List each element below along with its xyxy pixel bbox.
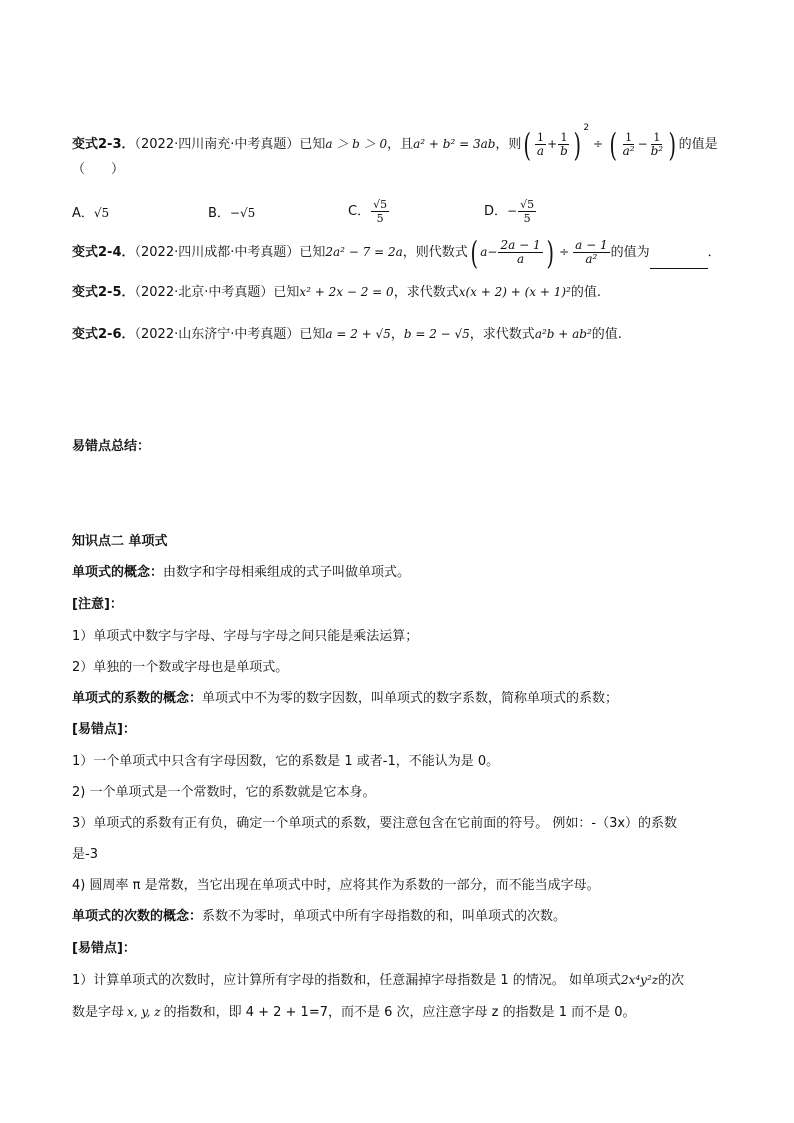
target-expression: a²b + ab² — [534, 327, 592, 341]
error-item-3-cont: 是-3 — [72, 847, 98, 862]
fraction-a-1-over-a2: $\frac{a - 1}{\text{a²}}$ — [575, 238, 608, 266]
fraction-2a-1-over-a: $\frac{2a - 1}{a}$ — [500, 238, 541, 266]
degree-concept: 单项式的次数的概念：系数不为零时，单项式中所有字母指数的和，叫单项式的次数。 — [72, 909, 567, 924]
exercise-source: （2022·山东济宁·中考真题） — [134, 327, 300, 342]
fraction-1-over-b: $\frac{1}{b}$ — [560, 131, 568, 158]
error-prone-label-1: [易错点]： — [72, 722, 136, 737]
knowledge-point-title: 知识点二 单项式 — [72, 534, 168, 549]
exercise-source: （2022·四川南充·中考真题） — [134, 137, 300, 152]
option-c[interactable]: C． $\frac{√5}{5}$ — [348, 198, 388, 225]
option-a[interactable]: A．√5 — [72, 206, 110, 221]
answer-blank[interactable] — [650, 254, 708, 269]
error-item-1: 1）一个单项式中只含有字母因数，它的系数是 1 或者-1，不能认为是 0。 — [72, 754, 500, 769]
option-b[interactable]: B．−√5 — [208, 206, 256, 221]
exercise-label: 变式2-3． — [72, 137, 135, 152]
exercise-label: 变式2-6． — [72, 327, 135, 342]
degree-item-1-cont: 数是字母 x, y, z 的指数和，即 4 + 2 + 1=7，而不是 6 次，应注意字母 z 的指数是 1 而不是 0。 — [72, 1005, 636, 1020]
condition-equation: a² + b² = 3ab — [413, 137, 496, 151]
condition-equation: 2a² − 7 = 2a — [325, 245, 403, 259]
note-item-2: 2）单独的一个数或字母也是单项式。 — [72, 660, 289, 675]
fraction-1-over-a2: $\frac{1}{\text{a²}}$ — [622, 131, 635, 158]
condition-a: a = 2 + √5 — [325, 327, 391, 341]
option-d[interactable]: D．− $\frac{√5}{5}$ — [484, 198, 535, 225]
degree-item-1: 1）计算单项式的次数时，应计算所有字母的指数和，任意漏掉字母指数是 1 的情况。 如单项式2x⁴y²z的次 — [72, 973, 685, 988]
condition-b: b = 2 − √5 — [403, 327, 470, 341]
error-item-2: 2) 一个单项式是一个常数时，它的系数就是它本身。 — [72, 785, 376, 800]
error-item-3: 3）单项式的系数有正有负，确定一个单项式的系数，要注意包含在它前面的符号。 例如：-（3x）的系数 — [72, 816, 678, 831]
exercise-2-3: 变式2-3．（2022·四川南充·中考真题）已知a ＞ b ＞ 0，且a² + b² = 3ab，则( $\frac{1}{a}$ + $\frac{1}{b}$ ) $^2$÷ ( $\frac{1}{\text{a²}}$ − $\frac{1}{\text{b²}}$ ) 的值是 — [72, 123, 718, 164]
exercise-label: 变式2-4． — [72, 245, 135, 260]
error-prone-label-2: [易错点]： — [72, 941, 136, 956]
exercise-2-5: 变式2-5．（2022·北京·中考真题）已知x² + 2x − 2 = 0，求代数式x(x + 2) + (x + 1)²的值. — [72, 285, 602, 300]
exercise-2-4: 变式2-4．（2022·四川成都·中考真题）已知2a² − 7 = 2a，则代数式( a− $\frac{2a - 1}{a}$ ) ÷ $\frac{a - 1}{\text{a²}}$ 的值为 ． — [72, 233, 721, 272]
condition-inequality: a ＞ b ＞ 0 — [325, 137, 388, 151]
note-item-1: 1）单项式中数字与字母、字母与字母之间只能是乘法运算； — [72, 629, 419, 644]
target-expression: x(x + 2) + (x + 1)² — [458, 285, 571, 299]
options-row — [72, 198, 732, 228]
note-label: [注意]： — [72, 597, 123, 612]
exercise-2-6: 变式2-6．（2022·山东济宁·中考真题）已知a = 2 + √5，b = 2 − √5，求代数式a²b + ab²的值. — [72, 327, 622, 342]
monomial-example: 2x⁴y²z — [620, 973, 659, 987]
error-item-4: 4) 圆周率 π 是常数，当它出现在单项式中时，应将其作为系数的一部分，而不能当成字母。 — [72, 878, 600, 893]
exercise-source: （2022·北京·中考真题） — [134, 285, 274, 300]
monomial-concept: 单项式的概念：由数字和字母相乘组成的式子叫做单项式。 — [72, 565, 411, 580]
fraction-1-over-a: $\frac{1}{a}$ — [536, 131, 545, 158]
coefficient-concept: 单项式的系数的概念：单项式中不为零的数字因数，叫单项式的数字系数，简称单项式的系数； — [72, 691, 619, 706]
condition-equation: x² + 2x − 2 = 0 — [299, 285, 394, 299]
answer-parentheses: （ ） — [72, 162, 125, 177]
error-summary-heading: 易错点总结： — [72, 439, 151, 454]
exercise-label: 变式2-5． — [72, 285, 135, 300]
exercise-source: （2022·四川成都·中考真题） — [134, 245, 300, 260]
fraction-1-over-b2: $\frac{1}{\text{b²}}$ — [650, 131, 664, 158]
